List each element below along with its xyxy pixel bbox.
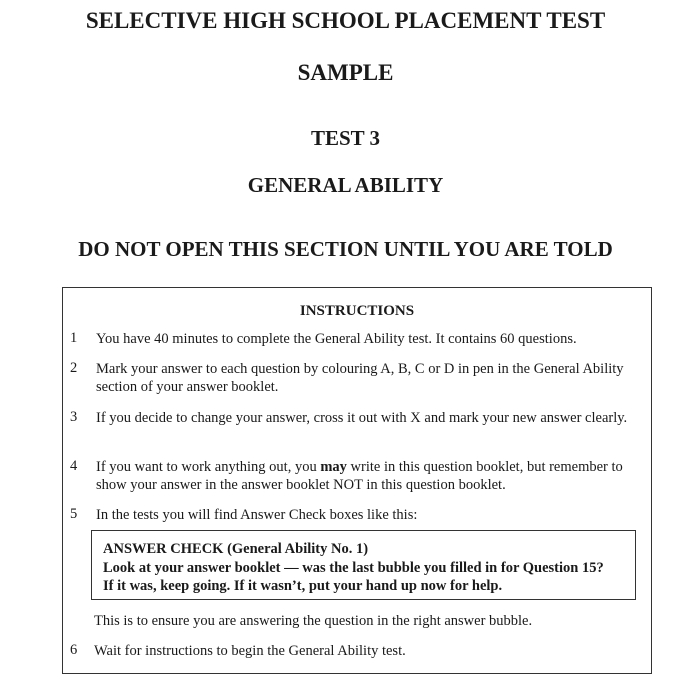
answer-check-title: ANSWER CHECK (General Ability No. 1) [103, 541, 369, 557]
sample-label: SAMPLE [297, 60, 394, 85]
instruction-emphasis: may [320, 459, 347, 475]
instruction-number: 2 [70, 360, 78, 376]
instruction-text [96, 458, 641, 494]
instruction-text: Wait for instructions to begin the General Ability test. [94, 643, 406, 659]
instruction-text: You have 40 minutes to complete the General Ability test. It contains 60 questions. [96, 331, 577, 347]
instructions-box [62, 287, 652, 674]
instruction-text: In the tests you will find Answer Check boxes like this: [96, 507, 418, 523]
test-number: TEST 3 [310, 126, 381, 150]
instruction-text: If you decide to change your answer, cross it out with X and mark your new answer clearly. [96, 410, 628, 426]
instructions-heading: INSTRUCTIONS [299, 303, 415, 319]
section-title: GENERAL ABILITY [247, 173, 444, 197]
instruction-number: 1 [70, 330, 78, 346]
instruction-number: 4 [70, 458, 78, 474]
instruction-text: Mark your answer to each question by colouring A, B, C or D in pen in the General Ability section of your answer booklet. [96, 361, 624, 395]
answer-check-box [91, 530, 636, 600]
answer-check-line: If it was, keep going. If it wasn’t, put your hand up now for help. [103, 578, 503, 594]
warning-notice: DO NOT OPEN THIS SECTION UNTIL YOU ARE TOLD [78, 237, 613, 261]
instruction-number: 6 [70, 642, 78, 658]
answer-check-note: This is to ensure you are answering the question in the right answer bubble. [94, 613, 533, 629]
instruction-number: 3 [70, 409, 78, 425]
page-title: SELECTIVE HIGH SCHOOL PLACEMENT TEST [85, 8, 606, 33]
answer-check-line: Look at your answer booklet — was the last bubble you filled in for Question 15? [103, 559, 604, 576]
instruction-number: 5 [70, 506, 78, 522]
instruction-text-part: write in this question booklet, but remember to show your answer in the answer booklet NOT in this question booklet. [96, 459, 623, 493]
instruction-text-part: If you want to work anything out, you [96, 459, 321, 475]
